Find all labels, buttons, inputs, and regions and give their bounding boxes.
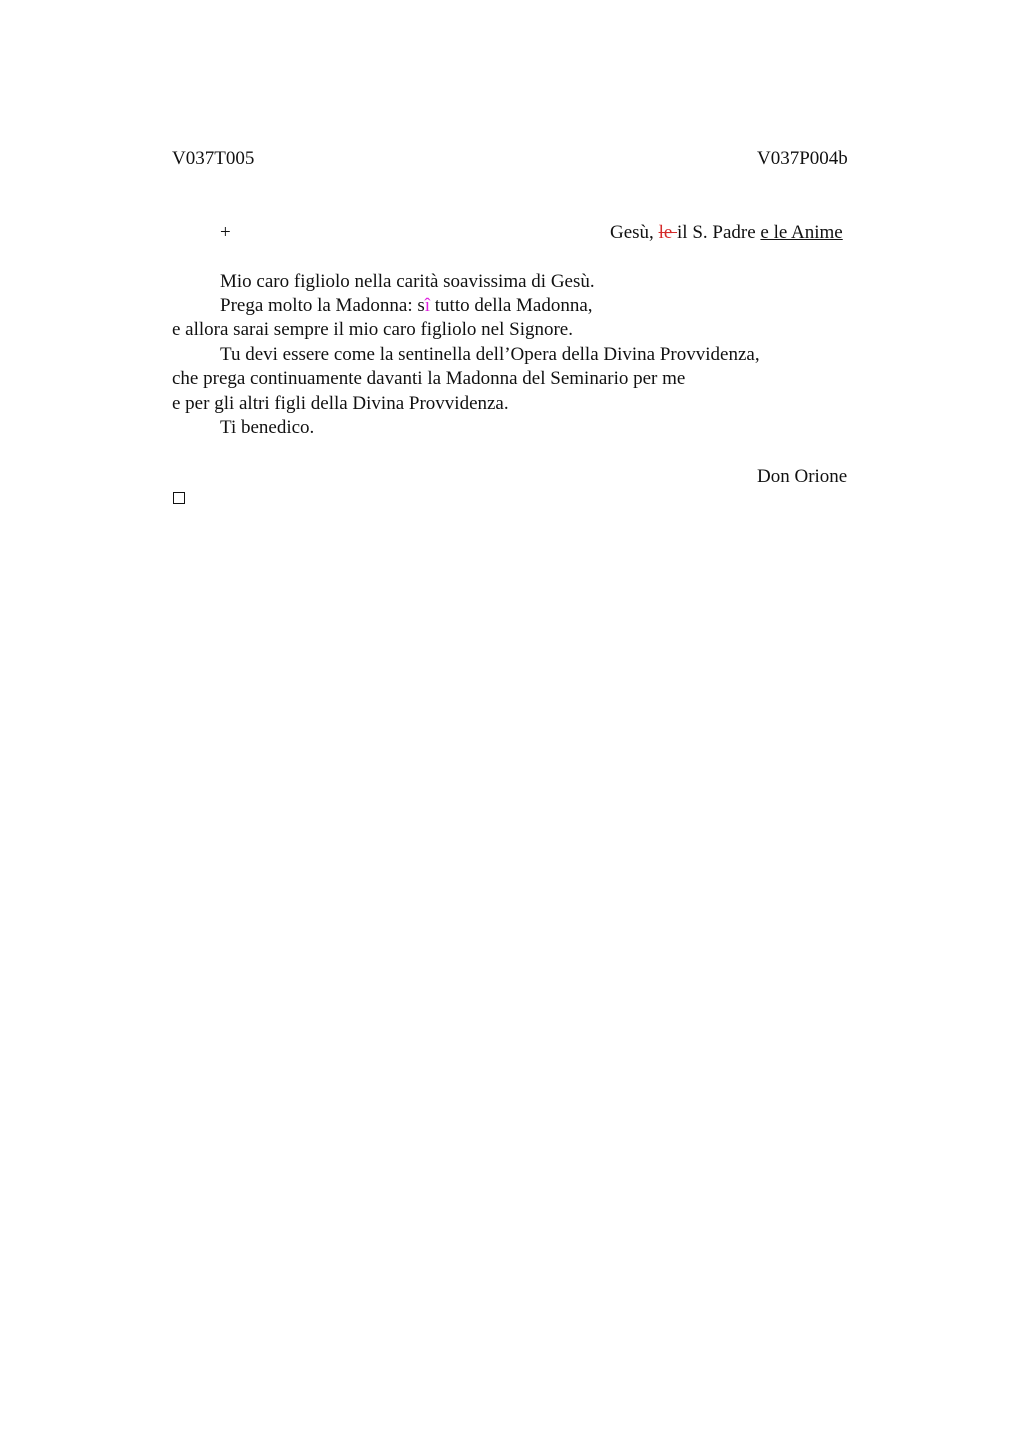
- body-line-4: Tu devi essere come la sentinella dell’Opera della Divina Provvidenza,: [220, 344, 760, 365]
- body-line-7: Ti benedico.: [220, 417, 315, 438]
- document-code-right: V037P004b: [757, 148, 848, 169]
- heading-deleted-text: le: [658, 222, 678, 243]
- heading-underlined-text: e le Anime: [760, 222, 843, 243]
- cross-symbol: +: [220, 222, 231, 243]
- signature: Don Orione: [757, 466, 848, 487]
- body-line-3: e allora sarai sempre il mio caro figliolo nel Signore.: [172, 319, 573, 340]
- body-line-1: Mio caro figliolo nella carità soavissima di Gesù.: [220, 271, 595, 292]
- body-line-5: che prega continuamente davanti la Madonna del Seminario per me: [172, 368, 686, 389]
- body-line-2: [220, 296, 593, 315]
- document-code-left: V037T005: [172, 148, 255, 169]
- end-marker-checkbox: [173, 492, 185, 504]
- heading-part-2: il S. Padre: [677, 222, 761, 243]
- body-line-6: e per gli altri figli della Divina Provvidenza.: [172, 393, 509, 414]
- body-line-2-accent: î: [424, 295, 431, 316]
- body-line-2-before: Prega molto la Madonna: s: [220, 295, 425, 316]
- body-line-2-after: tutto della Madonna,: [430, 295, 593, 316]
- heading-part-1: Gesù,: [610, 222, 659, 243]
- letter-heading: [610, 223, 843, 242]
